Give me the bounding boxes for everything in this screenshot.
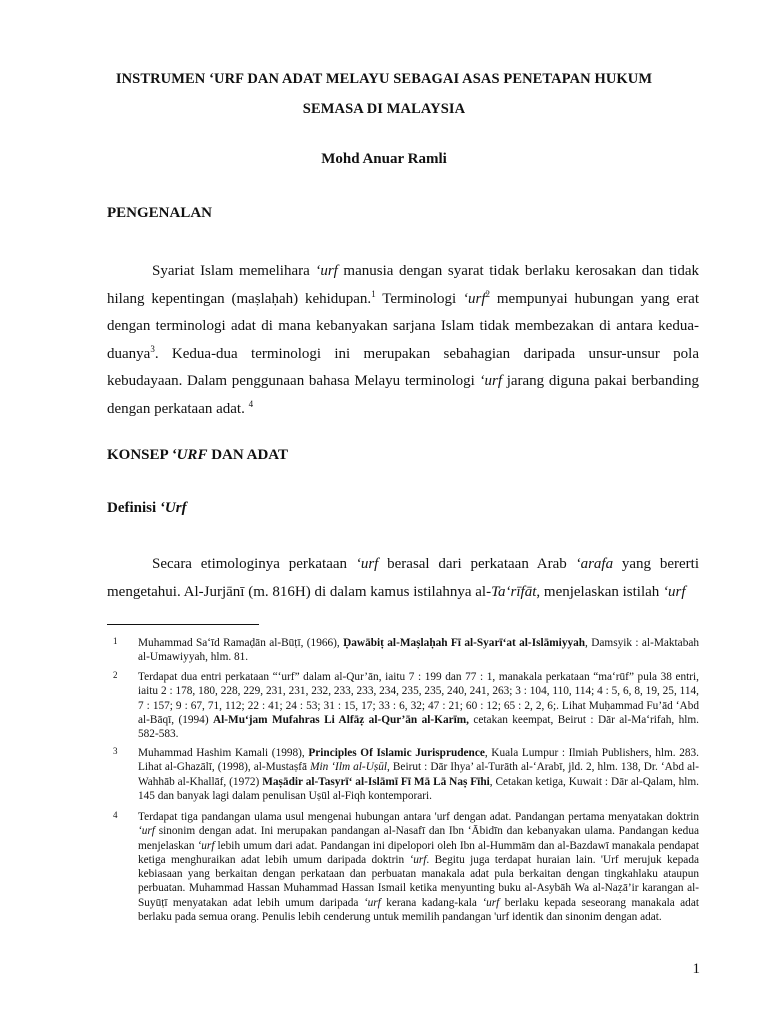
footnote-separator: [107, 624, 259, 625]
footnote-4: [107, 810, 699, 924]
paper-title-line-1: INSTRUMEN ‘URF DAN ADAT MELAYU SEBAGAI ASAS PENETAPAN HUKUM: [115, 71, 653, 87]
footnote-3: [107, 746, 699, 803]
author-name: Mohd Anuar Ramli: [321, 151, 447, 167]
footnote-text: Muhammad Hashim Kamali (1998), Principles Of Islamic Jurisprudence, Kuala Lumpur : Ilmiah Publishers, hlm. 283. Lihat al-Ghazālī, (1998), al-Mustaṣfā Min ‘Ilm al-Uṣūl, Beirut : Dār Ihya’ al-Turāth al-‘Arabī, jld. 2, hlm. 138, Dr. ‘Abd al-Wahhāb al-Khallāf, (1972) Maṣādir al-Tasyrī‘ al-Islāmī Fī Mā Lā Naṣ Fīhi, Cetakan ketiga, Kuwait : Dār al-Qalam, hlm. 145 dan banyak lagi dalam penulisan Uṣūl al-Fiqh kontemporari.: [138, 747, 700, 802]
section-heading-konsep: KONSEP ‘URF DAN ADAT: [107, 447, 289, 463]
footnote-number: 2: [113, 670, 118, 680]
footnote-ref-2[interactable]: 2: [485, 288, 491, 299]
footnote-number: 4: [113, 810, 118, 820]
footnote-ref-3[interactable]: 3: [150, 343, 155, 354]
page-number: 1: [692, 961, 700, 977]
paper-title-line-2: SEMASA DI MALAYSIA: [302, 101, 466, 117]
footnote-text: Terdapat tiga pandangan ulama usul mengenai hubungan antara 'urf dengan adat. Pandangan pertama menyatakan doktrin ‘urf sinonim dengan adat. Ini merupakan pandangan al-Nasafī dan Ibn ‘Ābidīn dan kebanyakan ulama. Pandangan kedua menjelaskan ‘urf lebih umum dari adat. Pandangan ini dipelopori oleh Ibn al-Hummām dan al-Bazdawī manakala pendapat ketiga menghuraikan adat lebih umum daripada doktrin ‘urf. Begitu juga terdapat huraian lain. 'Urf merujuk kepada kebiasaan yang berkaitan dengan perkataan dan perbuatan manakala adat pula berkaitan dengan tingkahlaku ataupun perbuatan. Muhammad Hassan Muhammad Hassan Ismail ketika menyunting buku al-Asybāh Wa al-Naẓā’ir karangan al-Suyūṭī menyatakan adat lebih umum daripada ‘urf kerana kadang-kala ‘urf berlaku kepada seseorang manakala adat berlaku pada semua orang. Penulis lebih cenderung untuk memilih pandangan 'urf identik dan sinonim dengan adat.: [138, 811, 699, 924]
subsection-heading-definisi: Definisi ‘Urf: [107, 500, 187, 516]
intro-paragraph: Syariat Islam memelihara ‘urf manusia dengan syarat tidak berlaku kerosakan dan tidak hilang kepentingan (maṣlaḥah) kehidupan.$^1$ Terminologi ‘urf$^2$ mempunyai hubungan yang erat dengan terminologi adat di mana kebanyakan sarjana Islam tidak membezakan di antara kedua-duanya$^3$. Kedua-dua terminologi ini merupakan sebahagian daripada unsur-unsur pola kebudayaan. Dalam penggunaan bahasa Melayu terminologi ‘urf jarang diguna pakai berbanding dengan perkataan adat. $^4$: [107, 263, 700, 417]
footnote-ref-4[interactable]: 4: [248, 398, 254, 409]
footnote-number: 1: [113, 636, 118, 646]
footnote-1: [107, 636, 699, 665]
footnote-2: [107, 670, 699, 741]
footnote-number: 3: [113, 746, 118, 756]
footnote-text: Muhammad Sa‘īd Ramaḍān al-Būṭī, (1966), Ḍawābiṭ al-Maṣlaḥah Fī al-Syarī‘at al-Islāmiyyah, Damsyik : al-Maktabah al-Umawiyyah, hlm. 81.: [138, 637, 699, 664]
footnote-text: Terdapat dua entri perkataan “‘urf” dalam al-Qur’ān, iaitu 7 : 199 dan 77 : 1, manakala perkataan “ma‘rūf” pula 38 entri, iaitu 2 : 178, 180, 228, 229, 231, 231, 232, 233, 233, 234, 235, 235, 240, 241, 263; 3 : 104, 110, 114; 4 : 5, 6, 8, 19, 25, 114, 7 : 157; 9 : 67, 71, 112; 22 : 41; 24 : 53; 31 : 15, 17; 33 : 6, 32; 47 : 21; 60 : 12; 65 : 2, 2, 6;. Lihat Muḥammad Fu’ād ‘Abd al-Bāqī, (1994) Al-Mu‘jam Mufahras Li Alfāẓ al-Qur’ān al-Karīm, cetakan keempat, Beirut : Dār al-Ma‘rifah, hlm. 582-583.: [138, 671, 699, 741]
definition-paragraph: Secara etimologinya perkataan ‘urf berasal dari perkataan Arab ‘arafa yang bererti mengetahui. Al-Jurjānī (m. 816H) di dalam kamus istilahnya al-Ta‘rīfāt, menjelaskan istilah ‘urf: [107, 556, 699, 600]
footnote-ref-1[interactable]: 1: [371, 288, 376, 299]
section-heading-pengenalan: PENGENALAN: [107, 205, 213, 221]
